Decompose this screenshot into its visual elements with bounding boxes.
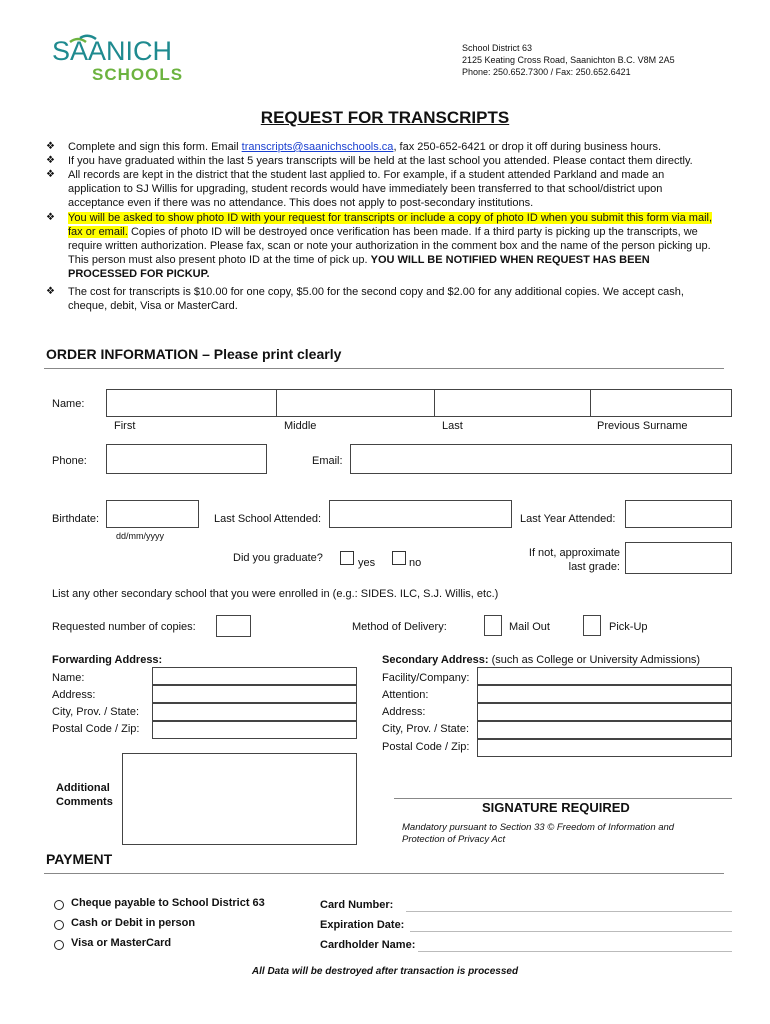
fwd-city-label: City, Prov. / State: (52, 706, 140, 718)
pick-up-checkbox[interactable] (583, 615, 601, 636)
other-schools-label: List any other secondary school that you were enrolled in (e.g.: SIDES. ILC, S.J. Willis, etc.) (52, 588, 499, 600)
last-year-input[interactable] (625, 500, 732, 528)
signature-input[interactable] (394, 760, 732, 798)
saanich-schools-logo (52, 34, 182, 86)
order-heading: ORDER INFORMATION – Please print clearly (46, 346, 342, 362)
bullet-2-text: If you have graduated within the last 5 years transcripts will be held at the last school you attended. Please contact them directly. (68, 155, 693, 167)
signature-heading: SIGNATURE REQUIRED (482, 800, 630, 815)
delivery-label: Method of Delivery: (352, 621, 447, 633)
phone-label: Phone: (52, 455, 87, 467)
cardholder-input[interactable] (418, 951, 732, 952)
diamond-bullet-icon: ❖ (46, 286, 55, 297)
logo-line1: SAANICH (52, 36, 173, 66)
expiration-label: Expiration Date: (320, 919, 405, 931)
card-number-label: Card Number: (320, 899, 394, 911)
payment-cheque-radio[interactable] (54, 900, 64, 910)
first-label: First (114, 420, 136, 432)
first-name-input[interactable] (106, 389, 276, 417)
birthdate-input[interactable] (106, 500, 199, 528)
sec-address-label: Address: (382, 706, 426, 718)
date-format-hint: dd/mm/yyyy (116, 531, 165, 541)
last-year-label: Last Year Attended: (520, 513, 616, 525)
payment-cheque-label: Cheque payable to School District 63 (71, 897, 265, 909)
mail-out-checkbox[interactable] (484, 615, 502, 636)
comments-label (56, 781, 113, 809)
sec-postal-label: Postal Code / Zip: (382, 741, 470, 753)
payment-divider (44, 873, 724, 874)
bullet-5-text: The cost for transcripts is $10.00 for one copy, $5.00 for the second copy and $2.00 for any additional copies. We accept cash, cheque, debit, Visa or MasterCard. (68, 286, 684, 312)
diamond-bullet-icon: ❖ (46, 155, 55, 166)
expiration-input[interactable] (410, 931, 732, 932)
bullet-2 (46, 154, 718, 168)
previous-surname-label: Previous Surname (597, 420, 688, 432)
graduate-yes-checkbox[interactable] (340, 551, 354, 565)
graduate-no-label: no (409, 557, 422, 569)
fwd-city-input[interactable] (152, 703, 357, 721)
payment-heading: PAYMENT (46, 851, 113, 867)
graduate-yes-label: yes (358, 557, 376, 569)
bullet-3 (46, 168, 718, 210)
fwd-postal-label: Postal Code / Zip: (52, 723, 140, 735)
signature-note: Mandatory pursuant to Section 33 © Freedom of Information and Protection of Privacy Act (402, 822, 675, 845)
phone-input[interactable] (106, 444, 267, 474)
bullet-4-text: Copies of photo ID will be destroyed once verification has been made. If a third party is picking up the transcripts, we require written authorization. Please fax, scan or note your authorization in the comment box and the name of the person picking up. This person must also present photo ID at the time of pick up. (68, 226, 711, 266)
fwd-name-input[interactable] (152, 667, 357, 685)
grade-label-line1: If not, approximate (528, 547, 620, 559)
fwd-address-input[interactable] (152, 685, 357, 703)
card-number-input[interactable] (406, 911, 732, 912)
payment-cash-label: Cash or Debit in person (71, 917, 196, 929)
bullet-4 (46, 211, 718, 281)
secondary-heading (382, 654, 700, 666)
fwd-address-label: Address: (52, 689, 96, 701)
copies-label: Requested number of copies: (52, 621, 196, 633)
signature-line (394, 798, 732, 799)
district-info (462, 42, 675, 78)
last-school-input[interactable] (329, 500, 512, 528)
sec-address-input[interactable] (477, 703, 732, 721)
fwd-name-label: Name: (52, 672, 85, 684)
comments-label-line2: Comments (56, 796, 113, 808)
diamond-bullet-icon: ❖ (46, 141, 55, 152)
grade-label (500, 546, 620, 574)
graduate-no-checkbox[interactable] (392, 551, 406, 565)
sec-attention-label: Attention: (382, 689, 429, 701)
district-phone: Phone: 250.652.7300 / Fax: 250.652.6421 (462, 67, 631, 77)
last-name-input[interactable] (435, 389, 590, 417)
district-name: School District 63 (462, 43, 533, 53)
bullet-4-bold: YOU WILL BE NOTIFIED WHEN REQUEST HAS BEEN PROCESSED FOR PICKUP. (68, 254, 650, 280)
sec-attention-input[interactable] (477, 685, 732, 703)
forwarding-heading: Forwarding Address: (52, 654, 163, 666)
comments-textarea[interactable] (122, 753, 357, 845)
cardholder-label: Cardholder Name: (320, 939, 416, 951)
secondary-heading-note: (such as College or University Admissions) (488, 654, 701, 666)
copies-input[interactable] (216, 615, 251, 637)
payment-visa-radio[interactable] (54, 940, 64, 950)
sec-facility-input[interactable] (477, 667, 732, 685)
sec-city-label: City, Prov. / State: (382, 723, 470, 735)
page-title: REQUEST FOR TRANSCRIPTS (260, 108, 510, 127)
last-label: Last (442, 420, 463, 432)
grade-label-line2: last grade: (568, 561, 620, 573)
fwd-postal-input[interactable] (152, 721, 357, 739)
last-school-label: Last School Attended: (214, 513, 322, 525)
bullet-1 (46, 140, 718, 154)
middle-label: Middle (284, 420, 317, 432)
middle-name-input[interactable] (277, 389, 434, 417)
payment-visa-label: Visa or MasterCard (71, 937, 172, 949)
sec-city-input[interactable] (477, 721, 732, 739)
comments-label-line1: Additional (56, 782, 110, 794)
email-link[interactable]: transcripts@saanichschools.ca (241, 141, 394, 153)
email-label: Email: (312, 455, 343, 467)
district-address: 2125 Keating Cross Road, Saanichton B.C. V8M 2A5 (462, 55, 675, 65)
logo-line2: SCHOOLS (92, 65, 184, 84)
bullet-1-text: Complete and sign this form. Email (68, 141, 242, 153)
secondary-heading-title: Secondary Address: (382, 654, 489, 666)
order-divider (44, 368, 724, 369)
previous-surname-input[interactable] (591, 389, 731, 417)
name-label: Name: (52, 398, 85, 410)
payment-cash-radio[interactable] (54, 920, 64, 930)
diamond-bullet-icon: ❖ (46, 169, 55, 180)
sec-postal-input[interactable] (477, 739, 732, 757)
birthdate-label: Birthdate: (52, 513, 100, 525)
sec-facility-label: Facility/Company: (382, 672, 470, 684)
bullet-4-highlight: You will be asked to show photo ID with your request for transcripts or include a copy of photo ID when you submit this form via mail, fax or email. (68, 212, 713, 238)
email-input[interactable] (350, 444, 732, 474)
bullet-3-text: All records are kept in the district that the student last applied to. For example, if a student attended Parkland and made an application to SJ Willis for upgrading, student records would have immediately been transferred to that school/district upon acceptance even if there was no attendance. This does not apply to post-secondary institutions. (68, 169, 665, 209)
bullet-1-text-end: , fax 250-652-6421 or drop it off during business hours. (393, 141, 662, 153)
graduate-question: Did you graduate? (233, 552, 323, 564)
diamond-bullet-icon: ❖ (46, 212, 55, 223)
mail-out-label: Mail Out (509, 621, 550, 633)
last-grade-input[interactable] (625, 542, 732, 574)
pick-up-label: Pick-Up (609, 621, 648, 633)
bullet-5 (46, 285, 718, 313)
footer-note: All Data will be destroyed after transaction is processed (251, 966, 519, 977)
